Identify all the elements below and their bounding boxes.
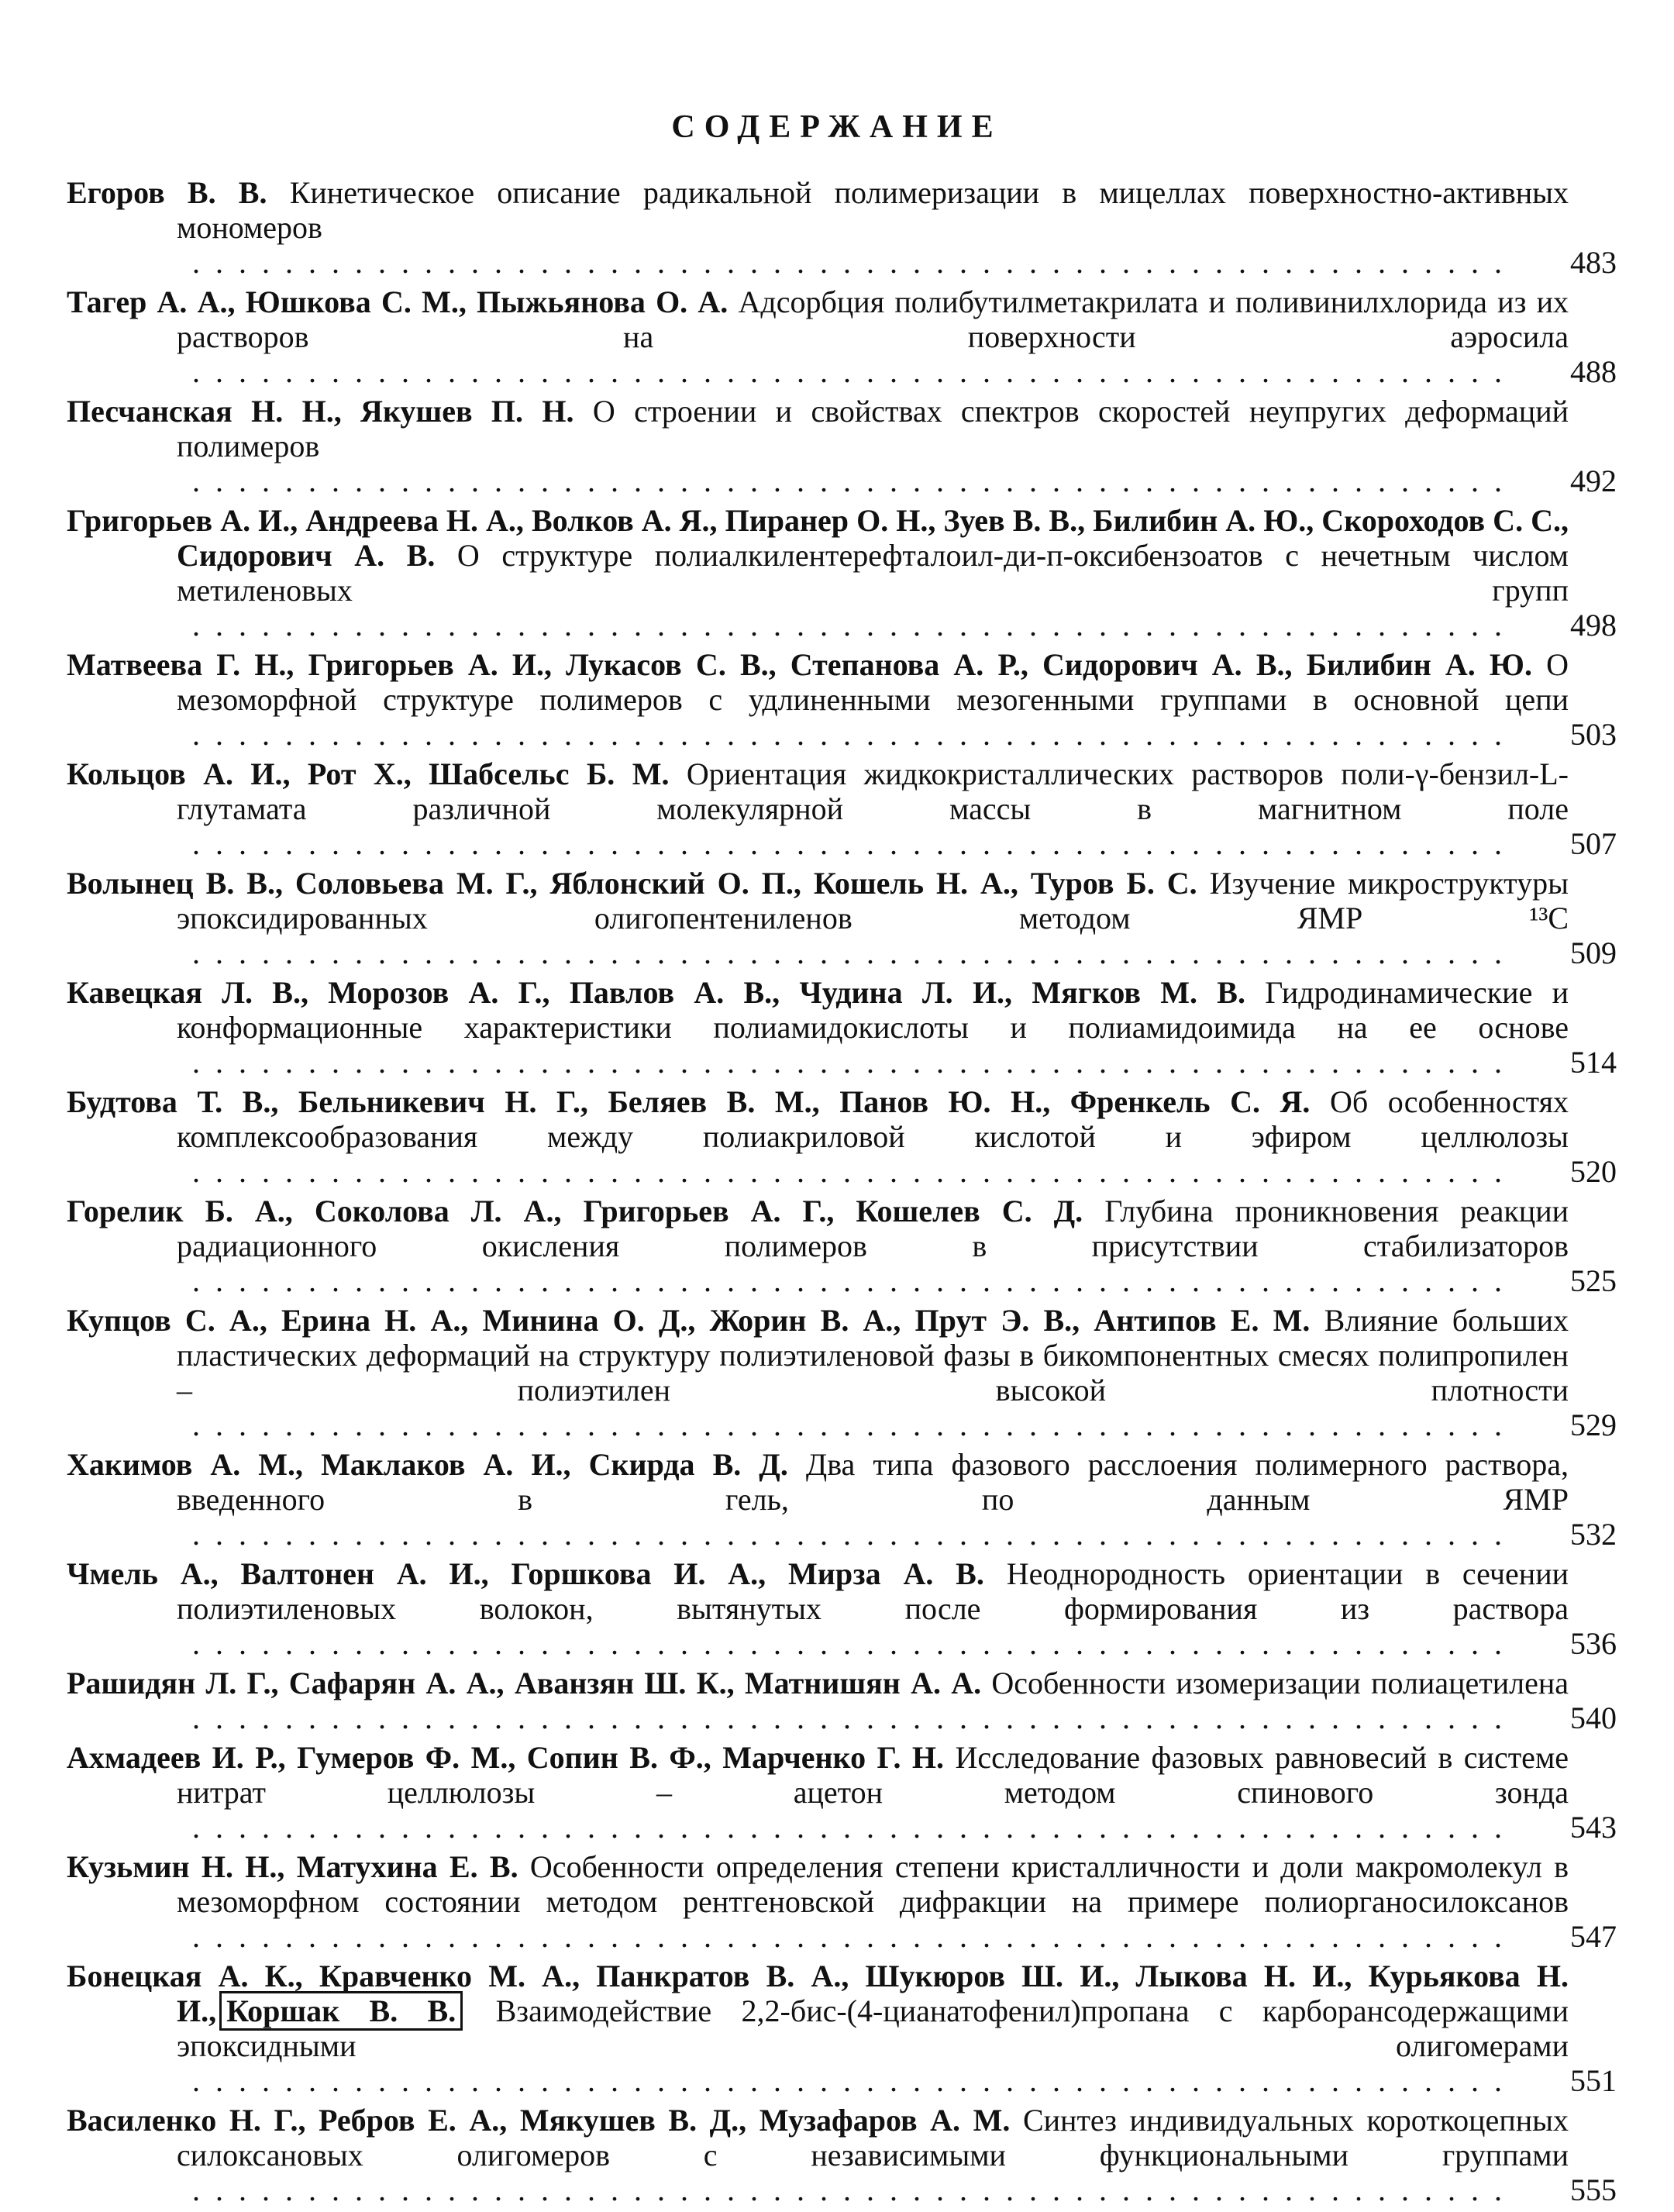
- toc-entry-page-number: 520: [1500, 1154, 1617, 1189]
- toc-entry: [67, 1959, 1617, 2098]
- toc-entry-title: Адсорбция полибутилметакрилата и поливинилхлорида из их растворов на поверхности аэросила: [177, 284, 1569, 354]
- toc-entry-page-number: 488: [1500, 354, 1617, 389]
- toc-entry-page-number: 555: [1500, 2172, 1617, 2207]
- toc-entry-text: [67, 647, 1569, 752]
- toc-entry-authors: Кузьмин Н. Н., Матухина Е. В.: [67, 1849, 518, 1884]
- toc-entry-text: [67, 1849, 1569, 1954]
- toc-entry-page-number: 514: [1500, 1045, 1617, 1080]
- toc-entry: [67, 647, 1617, 752]
- toc-entry: [67, 1666, 1617, 1735]
- toc-entry: [67, 1447, 1617, 1552]
- toc-entry-title: Изучение микроструктуры эпоксидированных олигопентениленов методом ЯМР ¹³С: [177, 866, 1569, 935]
- toc-entry-text: [67, 1959, 1569, 2098]
- toc-entry-authors: Горелик Б. А., Соколова Л. А., Григорьев А. Г., Кошелев С. Д.: [67, 1194, 1083, 1228]
- toc-entry-title: Исследование фазовых равновесий в системе нитрат целлюлозы – ацетон методом спинового зонда: [177, 1740, 1569, 1810]
- toc-entry-text: [67, 284, 1569, 389]
- toc-entry-title: О структуре полиалкилентерефталоил-ди-п-оксибензоатов с нечетным числом метиленовых групп: [177, 538, 1569, 608]
- dot-leader: [177, 1407, 1569, 1442]
- toc-entry-text: [67, 1556, 1569, 1661]
- toc-entry-page-number: 525: [1500, 1263, 1617, 1298]
- toc-entry-title: Ориентация жидкокристаллических растворов поли-γ-бензил-L-глутамата различной молекулярной массы в магнитном поле: [177, 756, 1569, 826]
- toc-entry: [67, 866, 1617, 970]
- toc-entry-page-number: 492: [1500, 463, 1617, 498]
- toc-entry-page-number: 551: [1500, 2063, 1617, 2098]
- dot-leader: [177, 717, 1569, 752]
- dot-leader: [177, 608, 1569, 643]
- toc-entry-authors: Волынец В. В., Соловьева М. Г., Яблонский О. П., Кошель Н. А., Туров Б. С.: [67, 866, 1197, 901]
- toc-entry-text: [67, 756, 1569, 861]
- toc-entry-title: Особенности определения степени кристалличности и доли макромолекул в мезоморфном состоянии методом рентгеновской дифракции на примере полиорганосилоксанов: [177, 1849, 1569, 1919]
- dot-leader: [177, 1810, 1569, 1845]
- toc-entry-text: [67, 1666, 1569, 1735]
- toc-entry-authors: Ахмадеев И. Р., Гумеров Ф. М., Сопин В. Ф., Марченко Г. Н.: [67, 1740, 945, 1775]
- toc-entry-text: [67, 1447, 1569, 1552]
- toc-entry: [67, 1740, 1617, 1845]
- toc-entry-text: [67, 1084, 1569, 1189]
- dot-leader: [177, 1154, 1569, 1189]
- dot-leader: [177, 935, 1569, 970]
- toc-entry-page-number: 532: [1500, 1517, 1617, 1552]
- toc-entry-page-number: 547: [1500, 1919, 1617, 1954]
- toc-entry-authors: Егоров В. В.: [67, 175, 267, 210]
- toc-entry: [67, 1556, 1617, 1661]
- toc-entry: [67, 503, 1617, 643]
- toc-entry: [67, 1849, 1617, 1954]
- toc-entry: [67, 1303, 1617, 1442]
- toc-entry-text: [67, 175, 1569, 280]
- toc-entry-title: О мезоморфной структуре полимеров с удлиненными мезогенными группами в основной цепи: [177, 647, 1569, 717]
- toc-entry: [67, 394, 1617, 498]
- toc-entry-text: [67, 866, 1569, 970]
- toc-entry-page-number: 498: [1500, 608, 1617, 643]
- toc-entry-boxed-author: Коршак В. В.: [219, 1991, 463, 2031]
- toc-entry-text: [67, 394, 1569, 498]
- dot-leader: [177, 1626, 1569, 1661]
- toc-entry-authors: Рашидян Л. Г., Сафарян А. А., Аванзян Ш. К., Матнишян А. А.: [67, 1666, 982, 1700]
- toc-entry-title: Об особенностях комплексообразования между полиакриловой кислотой и эфиром целлюлозы: [177, 1084, 1569, 1154]
- toc-entry-authors: Песчанская Н. Н., Якушев П. Н.: [67, 394, 574, 429]
- toc-entry-page-number: 540: [1500, 1700, 1617, 1735]
- toc-entry-title: Глубина проникновения реакции радиационного окисления полимеров в присутствии стабилизаторов: [177, 1194, 1569, 1263]
- dot-leader: [177, 1700, 1569, 1735]
- toc-entry-text: [67, 503, 1569, 643]
- toc-entry-authors: Будтова Т. В., Бельникевич Н. Г., Беляев В. М., Панов Ю. Н., Френкель С. Я.: [67, 1084, 1311, 1119]
- toc-entry-title: Взаимодействие 2,2-бис-(4-цианатофенил)пропана с карборансодержащими эпоксидными олигомерами: [177, 1993, 1569, 2063]
- toc-entry-page-number: 483: [1500, 245, 1617, 280]
- toc-entry-authors: Бонецкая А. К., Кравченко М. А., Панкратов В. А., Шукюров Ш. И., Лыкова Н. И., Курьякова Н. И.,: [67, 1959, 1569, 2028]
- toc-entry-authors: Кольцов А. И., Рот Х., Шабсельс Б. М.: [67, 756, 670, 791]
- dot-leader: [177, 2172, 1569, 2207]
- toc-entry-authors: Хакимов А. М., Маклаков А. И., Скирда В. Д.: [67, 1447, 788, 1482]
- page-title: СОДЕРЖАНИЕ: [671, 109, 1003, 145]
- toc-entry-authors: Василенко Н. Г., Ребров Е. А., Мякушев В. Д., Музафаров А. М.: [67, 2103, 1011, 2138]
- dot-leader: [177, 1517, 1569, 1552]
- dot-leader: [177, 463, 1569, 498]
- toc-entry-text: [67, 975, 1569, 1080]
- dot-leader: [177, 1263, 1569, 1298]
- toc-entry-title: О строении и свойствах спектров скоростей неупругих деформаций полимеров: [177, 394, 1569, 463]
- toc-entry-text: [67, 2103, 1569, 2207]
- toc-entry-title: Кинетическое описание радикальной полимеризации в мицеллах поверхностно-активных мономеров: [177, 175, 1569, 245]
- toc-entry-title: Неоднородность ориентации в сечении полиэтиленовых волокон, вытянутых после формирования из раствора: [177, 1556, 1569, 1626]
- toc-entry: [67, 1194, 1617, 1298]
- toc-entry: [67, 2103, 1617, 2207]
- toc-entry-page-number: 543: [1500, 1810, 1617, 1845]
- toc-entry-authors: Матвеева Г. Н., Григорьев А. И., Лукасов С. В., Степанова А. Р., Сидорович А. В., Билибин А. Ю.: [67, 647, 1532, 682]
- toc-entry-title: Влияние больших пластических деформаций на структуру полиэтиленовой фазы в бикомпонентных смесях полипропилен – полиэтилен высокой плотности: [177, 1303, 1569, 1407]
- toc-entry-page-number: 503: [1500, 717, 1617, 752]
- toc-entry: [67, 975, 1617, 1080]
- dot-leader: [177, 354, 1569, 389]
- toc-entry-text: [67, 1303, 1569, 1442]
- dot-leader: [177, 2063, 1569, 2098]
- toc-entry-title: Гидродинамические и конформационные характеристики полиамидокислоты и полиамидоимида на ее основе: [177, 975, 1569, 1045]
- toc-entry-text: [67, 1194, 1569, 1298]
- toc-entry-authors: Тагер А. А., Юшкова С. М., Пыжьянова О. А.: [67, 284, 728, 319]
- toc-entry-authors: Чмель А., Валтонен А. И., Горшкова И. А., Мирза А. В.: [67, 1556, 984, 1591]
- dot-leader: [177, 826, 1569, 861]
- toc-entry-title: Особенности изомеризации полиацетилена: [991, 1666, 1569, 1700]
- toc-entry-text: [67, 1740, 1569, 1845]
- toc-entry-title: Два типа фазового расслоения полимерного раствора, введенного в гель, по данным ЯМР: [177, 1447, 1569, 1517]
- dot-leader: [177, 1919, 1569, 1954]
- table-of-contents: [67, 175, 1617, 2212]
- toc-entry-page-number: 509: [1500, 935, 1617, 970]
- toc-entry-authors: Купцов С. А., Ерина Н. А., Минина О. Д., Жорин В. А., Прут Э. В., Антипов Е. М.: [67, 1303, 1311, 1338]
- toc-entry-page-number: 507: [1500, 826, 1617, 861]
- toc-entry: [67, 175, 1617, 280]
- toc-entry-authors: Кавецкая Л. В., Морозов А. Г., Павлов А. В., Чудина Л. И., Мягков М. В.: [67, 975, 1245, 1010]
- toc-entry-title: Синтез индивидуальных короткоцепных силоксановых олигомеров с независимыми функциональными группами: [177, 2103, 1569, 2172]
- toc-entry: [67, 284, 1617, 389]
- toc-entry-page-number: 529: [1500, 1407, 1617, 1442]
- toc-entry-authors: Григорьев А. И., Андреева Н. А., Волков А. Я., Пиранер О. Н., Зуев В. В., Билибин А. Ю., Скороходов С. С., Сидорович А. В.: [67, 503, 1569, 573]
- toc-entry-page-number: 536: [1500, 1626, 1617, 1661]
- dot-leader: [177, 245, 1569, 280]
- toc-entry: [67, 756, 1617, 861]
- toc-entry: [67, 1084, 1617, 1189]
- dot-leader: [177, 1045, 1569, 1080]
